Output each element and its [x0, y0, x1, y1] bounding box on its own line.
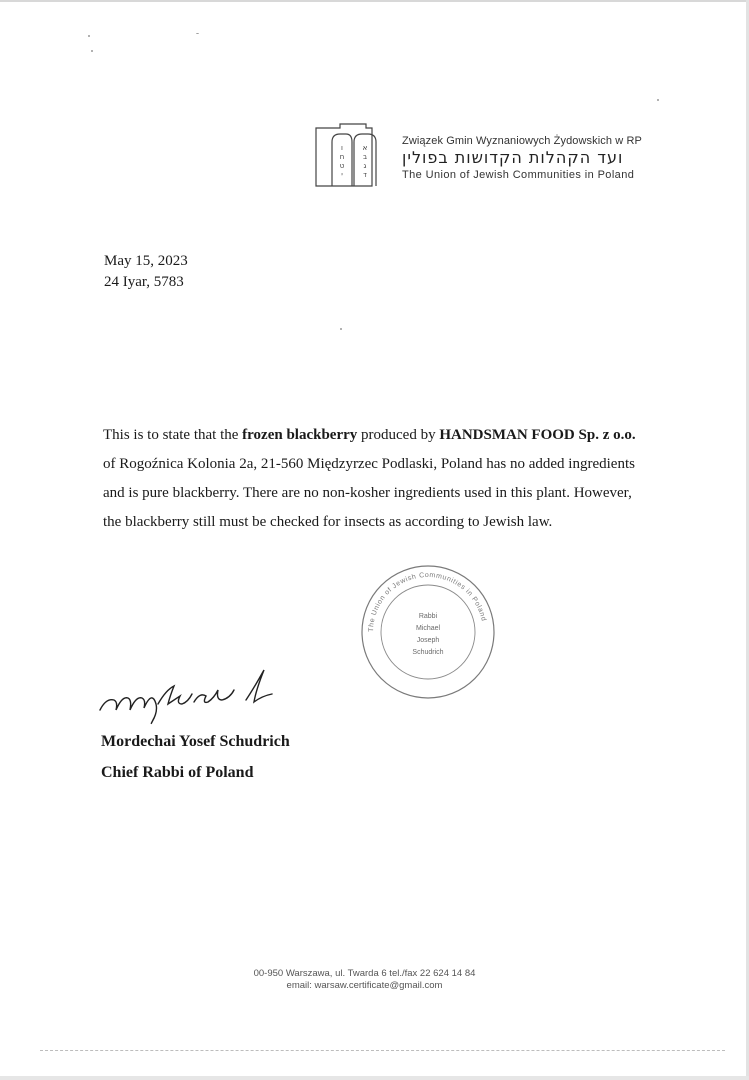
rabbinate-stamp: [358, 562, 498, 702]
stamp-line: Michael: [415, 625, 441, 632]
svg-text:ד: ד: [363, 171, 367, 179]
stamp-line: Joseph: [416, 637, 440, 644]
svg-text:א: א: [362, 144, 368, 152]
body-produced-by: produced by: [357, 427, 440, 443]
svg-text:ו: ו: [341, 144, 343, 152]
footer-email: email: warsaw.certificate@gmail.com: [286, 980, 443, 991]
company-name: HANDSMAN FOOD Sp. z o.o.: [439, 427, 636, 443]
certificate-body: [103, 421, 643, 537]
org-name-hebrew: ועד הקהלות הקדושות בפולין: [402, 148, 624, 167]
hebrew-date: 24 Iyar, 5783: [104, 274, 184, 290]
stamp-line: Schudrich: [412, 649, 444, 656]
svg-text:י: י: [341, 171, 343, 179]
body-rest: of Rogoźnica Kolonia 2a, 21-560 Międzyrzec Podlaski, Poland has no added ingredients and is pure blackberry. There are no non-kosher ingredients used in this plant. However, the blackberry still must be checked for insects as according to Jewish law.: [103, 456, 635, 530]
scan-speck: [196, 33, 199, 34]
svg-text:ח: ח: [339, 153, 345, 161]
body-intro: This is to state that the: [103, 427, 243, 443]
signatory-title: Chief Rabbi of Poland: [101, 764, 254, 781]
stamp-line: Rabbi: [418, 613, 438, 620]
svg-text:ב: ב: [362, 153, 368, 161]
org-name-english: The Union of Jewish Communities in Poland: [402, 169, 635, 181]
organization-name-block: [402, 135, 642, 181]
scan-edge-bottom: [0, 1076, 749, 1080]
svg-text:ט: ט: [339, 162, 345, 170]
footer-address: 00-950 Warszawa, ul. Twarda 6 tel./fax 22 624 14 84: [253, 968, 476, 979]
footer: [0, 968, 729, 992]
stamp-ring-text: The Union of Jewish Communities in Poland: [367, 571, 487, 633]
svg-text:ג: ג: [363, 162, 367, 170]
footer-rule: [40, 1050, 725, 1051]
scan-edge-top: [0, 0, 749, 2]
org-name-polish: Związek Gmin Wyznaniowych Żydowskich w RP: [402, 135, 642, 147]
date-block: [104, 251, 188, 293]
product-name: frozen blackberry: [242, 427, 358, 443]
handwritten-signature: [96, 660, 286, 730]
letterhead: [312, 120, 692, 192]
scan-speck: [91, 50, 93, 52]
scan-speck: [88, 35, 90, 37]
gregorian-date: May 15, 2023: [104, 253, 188, 269]
signatory-block: [101, 726, 290, 788]
tablets-of-law-icon: [312, 120, 392, 190]
scan-speck: [657, 99, 659, 101]
signatory-name: Mordechai Yosef Schudrich: [101, 733, 290, 750]
scan-speck: [340, 328, 342, 330]
